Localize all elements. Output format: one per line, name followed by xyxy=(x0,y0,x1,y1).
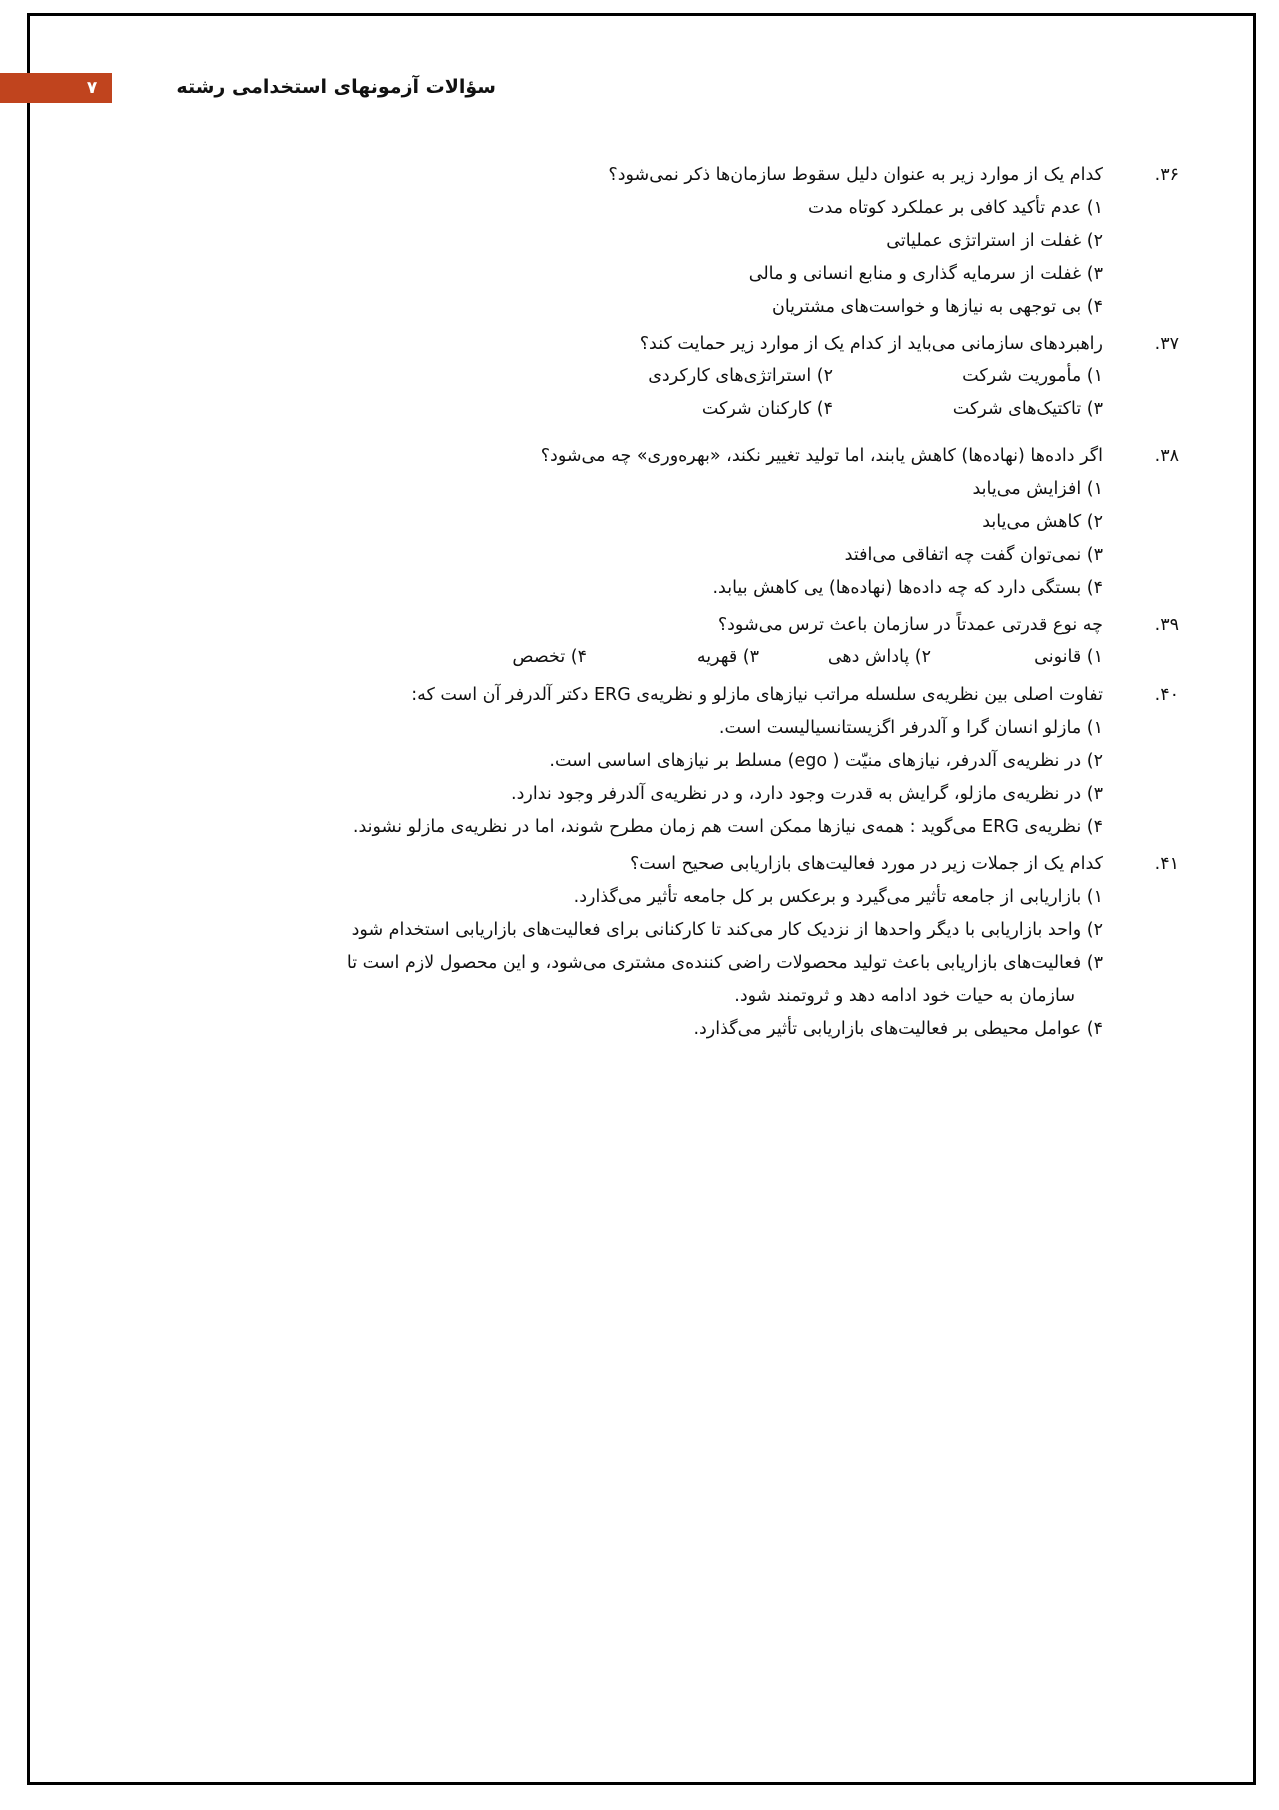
option-3: ۳) فعالیت‌های بازاریابی باعث تولید محصولات راضی کننده‌ی مشتری می‌شود، و این محصول لازم است تا xyxy=(346,953,1103,973)
question-text-latin: ERG xyxy=(593,685,631,705)
option-2: ۲) استراتژی‌های کارکردی xyxy=(648,366,833,386)
option-1: ۱) بازاریابی از جامعه تأثیر می‌گیرد و برعکس بر کل جامعه تأثیر می‌گذارد. xyxy=(573,887,1103,907)
question-39 xyxy=(119,613,1179,669)
question-number: ۴۰. xyxy=(1154,685,1179,705)
question-number: ۳۸. xyxy=(1154,446,1179,466)
option-1: ۱) افزایش می‌یابد xyxy=(972,479,1103,499)
question-38 xyxy=(119,444,1179,600)
question-text-end: دکتر آلدرفر آن است که: xyxy=(411,685,589,705)
question-text-start: تفاوت اصلی بین نظریه‌ی سلسله مراتب نیازهای مازلو و نظریه‌ی xyxy=(636,685,1103,705)
option-4: ۴) بی توجهی به نیازها و خواست‌های مشتریان xyxy=(771,297,1103,317)
option-4: ۴) عوامل محیطی بر فعالیت‌های بازاریابی تأثیر می‌گذارد. xyxy=(693,1019,1103,1039)
page-number-badge: ۷ xyxy=(72,73,112,103)
option-3-continuation: سازمان به حیات خود ادامه دهد و ثروتمند شود. xyxy=(734,986,1075,1006)
question-text: اگر داده‌ها (نهاده‌ها) کاهش یابند، اما تولید تغییر نکند، «بهره‌وری» چه می‌شود؟ xyxy=(540,446,1103,466)
option-3: ۳) قهریه xyxy=(696,647,759,667)
question-41 xyxy=(119,852,1179,1041)
question-40 xyxy=(119,683,1179,839)
option-2: ۲) کاهش می‌یابد xyxy=(982,512,1103,532)
option-1: ۱) عدم تأکید کافی بر عملکرد کوتاه مدت xyxy=(807,198,1103,218)
option-2: ۲) واحد بازاریابی با دیگر واحدها از نزدیک کار می‌کند تا کارکنانی برای فعالیت‌های بازاریابی استخدام شود xyxy=(351,920,1103,940)
option-1: ۱) مأموریت شرکت xyxy=(962,366,1103,386)
option-1: ۱) قانونی xyxy=(1034,647,1103,667)
option-3: ۳) نمی‌توان گفت چه اتفاقی می‌افتد xyxy=(844,545,1103,565)
header-title: سؤالات آزمونهای استخدامی رشته xyxy=(176,76,496,98)
question-36 xyxy=(119,163,1179,319)
question-text: کدام یک از موارد زیر به عنوان دلیل سقوط سازمان‌ها ذکر نمی‌شود؟ xyxy=(608,165,1103,185)
option-3: ۳) در نظریه‌ی مازلو، گرایش به قدرت وجود دارد، و در نظریه‌ی آلدرفر وجود ندارد. xyxy=(511,784,1103,804)
option-4: ۴) بستگی دارد که چه داده‌ها (نهاده‌ها) یی کاهش بیابد. xyxy=(712,578,1103,598)
question-text: راهبردهای سازمانی می‌باید از کدام یک از موارد زیر حمایت کند؟ xyxy=(639,334,1103,354)
question-number: ۴۱. xyxy=(1154,854,1179,874)
question-number: ۳۹. xyxy=(1154,615,1179,635)
option-4: ۴) کارکنان شرکت xyxy=(701,399,833,419)
question-number: ۳۶. xyxy=(1154,165,1179,185)
question-text: کدام یک از جملات زیر در مورد فعالیت‌های بازاریابی صحیح است؟ xyxy=(630,854,1103,874)
question-text: چه نوع قدرتی عمدتاً در سازمان باعث ترس می‌شود؟ xyxy=(717,615,1103,635)
option-2: ۲) در نظریه‌ی آلدرفر، نیازهای منیّت ( ego) مسلط بر نیازهای اساسی است. xyxy=(549,751,1103,771)
question-37 xyxy=(119,332,1179,421)
option-1: ۱) مازلو انسان گرا و آلدرفر اگزیستانسیالیست است. xyxy=(718,718,1103,738)
questions-list xyxy=(119,163,1179,1041)
option-3: ۳) غفلت از سرمایه گذاری و منابع انسانی و مالی xyxy=(748,264,1103,284)
option-2: ۲) پاداش دهی xyxy=(827,647,931,667)
option-4: ۴) تخصص xyxy=(512,647,587,667)
option-3: ۳) تاکتیک‌های شرکت xyxy=(952,399,1103,419)
question-number: ۳۷. xyxy=(1154,334,1179,354)
option-2: ۲) غفلت از استراتژی عملیاتی xyxy=(886,231,1103,251)
option-4: ۴) نظریه‌ی ERG می‌گوید : همه‌ی نیازها ممکن است هم زمان مطرح شوند، اما در نظریه‌ی مازلو نشوند. xyxy=(352,817,1103,837)
